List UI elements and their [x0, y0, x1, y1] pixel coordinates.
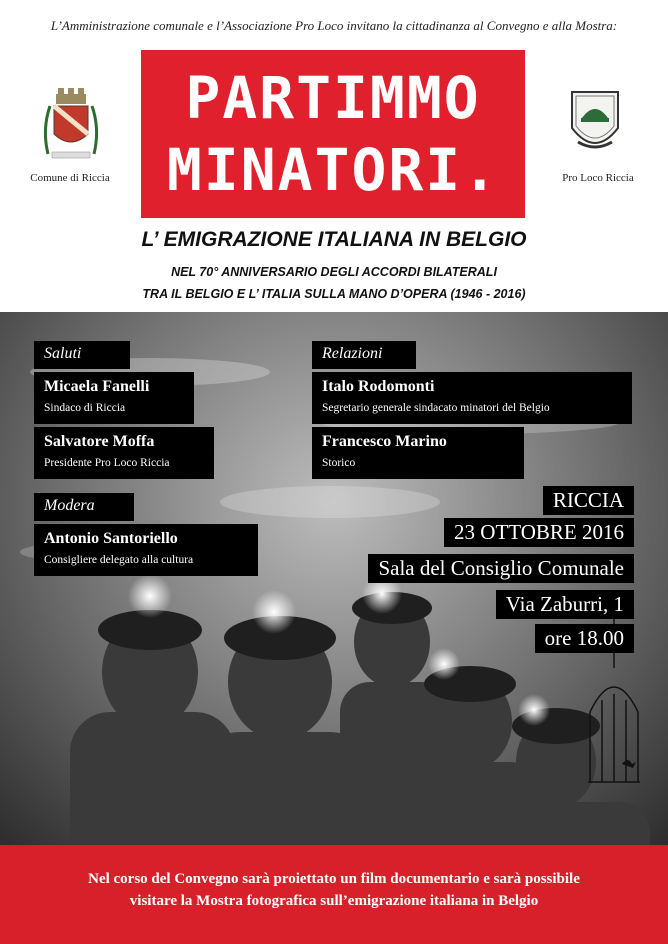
speaker-role: Storico: [322, 457, 356, 469]
subtitle-main: L’ EMIGRAZIONE ITALIANA IN BELGIO: [141, 228, 527, 251]
footer-line-2: visitare la Mostra fotografica sull’emigrazione italiana in Belgio: [129, 893, 539, 909]
modera-heading: Modera: [34, 493, 134, 521]
speaker-name: Micaela Fanelli: [44, 378, 150, 395]
speaker-role: Consigliere delegato alla cultura: [44, 554, 194, 566]
speaker-name: Salvatore Moffa: [44, 433, 155, 450]
footer-band: [0, 845, 668, 944]
title-line-2: MINATORI.: [166, 136, 500, 204]
speaker-block-moffa: [34, 427, 214, 479]
left-emblem-label: Comune di Riccia: [30, 172, 110, 184]
footer-line-1: Nel corso del Convegno sarà proiettato un film documentario e sarà possibile: [88, 871, 580, 887]
municipal-coat-of-arms-icon: [40, 84, 102, 166]
speaker-block-fanelli: [34, 372, 194, 424]
title-banner: [141, 50, 525, 218]
event-time: ore 18.00: [535, 624, 634, 653]
event-venue: Sala del Consiglio Comunale: [368, 554, 634, 583]
title-line-1: PARTIMMO: [185, 64, 481, 132]
speaker-role: Segretario generale sindacato minatori del Belgio: [322, 402, 550, 414]
speaker-block-marino: [312, 427, 524, 479]
subtitle-line-3: TRA IL BELGIO E L’ ITALIA SULLA MANO D’OPERA (1946 - 2016): [142, 287, 526, 301]
speaker-role: Presidente Pro Loco Riccia: [44, 457, 170, 469]
event-date: 23 OTTOBRE 2016: [444, 518, 634, 547]
event-address: Via Zaburri, 1: [496, 590, 634, 619]
invitation-text: L’Amministrazione comunale e l’Associazione Pro Loco invitano la cittadinanza al Convegno e alla Mostra:: [50, 18, 618, 33]
relazioni-heading: Relazioni: [312, 341, 416, 369]
event-city: RICCIA: [543, 486, 634, 515]
speaker-block-rodomonti: [312, 372, 632, 424]
speaker-name: Antonio Santoriello: [44, 530, 178, 547]
right-emblem-label: Pro Loco Riccia: [562, 172, 634, 184]
speaker-name: Francesco Marino: [322, 433, 447, 450]
speaker-name: Italo Rodomonti: [322, 378, 435, 395]
speaker-role: Sindaco di Riccia: [44, 402, 126, 414]
speaker-block-santoriello: [34, 524, 258, 576]
subtitle-line-2: NEL 70° ANNIVERSARIO DEGLI ACCORDI BILATERALI: [171, 265, 497, 279]
pro-loco-shield-icon: [568, 84, 622, 162]
saluti-heading: Saluti: [34, 341, 130, 369]
